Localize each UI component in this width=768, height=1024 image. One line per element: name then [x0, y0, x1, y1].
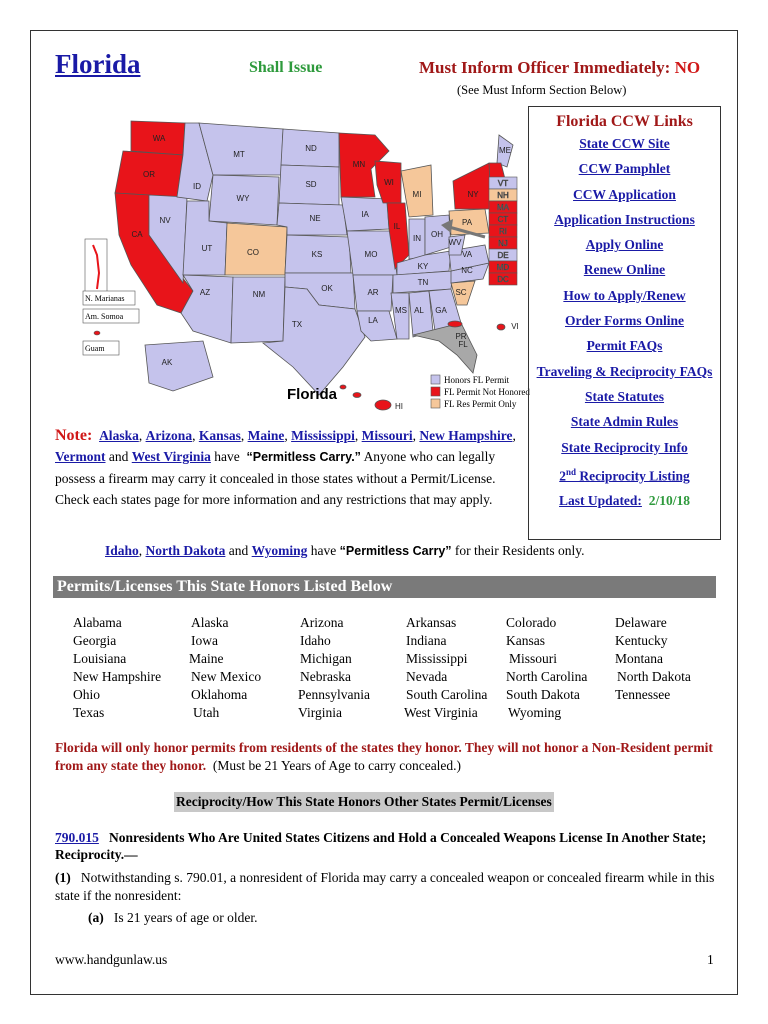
- svg-text:AL: AL: [414, 306, 424, 315]
- table-row: Georgia Iowa Idaho Indiana Kansas Kentucky: [73, 633, 668, 648]
- resident-state-link[interactable]: Wyoming: [251, 543, 308, 558]
- map-territory-pr: [448, 321, 462, 327]
- territory-am-somoa: Am. Somoa: [85, 312, 124, 321]
- svg-text:KS: KS: [311, 250, 323, 259]
- map-state-mt: [199, 123, 283, 175]
- link-ccw-application[interactable]: CCW Application: [573, 186, 676, 202]
- note-body: Anyone who can legally possess a firearm may carry it concealed in those states without a Permit/License. Check each states page for more information and any restrictions that may apply.: [55, 449, 496, 507]
- footer-site: www.handgunlaw.us: [55, 952, 168, 967]
- see-inform-note: (See Must Inform Section Below): [457, 83, 627, 97]
- svg-text:WA: WA: [152, 134, 166, 143]
- svg-text:PA: PA: [461, 218, 473, 227]
- statute-paragraph-a: (a) Is 21 years of age or older.: [88, 910, 258, 925]
- statute-number-link[interactable]: 790.015: [55, 830, 99, 845]
- link-apply-online[interactable]: Apply Online: [585, 237, 664, 253]
- map-state-ak: [145, 341, 213, 391]
- link-state-reciprocity-info[interactable]: State Reciprocity Info: [561, 439, 688, 455]
- link-traveling-reciprocity-faqs[interactable]: Traveling & Reciprocity FAQs: [536, 363, 713, 379]
- note-state-link[interactable]: Mississippi: [291, 428, 355, 443]
- table-row: New Hampshire New Mexico Nebraska Nevada North Carolina North Dakota: [73, 669, 691, 684]
- territory-n-marianas: N. Marianas: [85, 294, 125, 303]
- note-state-link[interactable]: Maine: [247, 428, 285, 443]
- svg-text:UT: UT: [201, 244, 213, 253]
- svg-text:WY: WY: [236, 194, 250, 203]
- map-home-state-label: Florida: [287, 386, 338, 403]
- svg-text:VI: VI: [511, 322, 519, 331]
- note-state-link[interactable]: Arizona: [145, 428, 193, 443]
- link-state-admin-rules[interactable]: State Admin Rules: [570, 414, 679, 430]
- legend-not-honored: FL Permit Not Honored: [444, 387, 530, 397]
- link-second-reciprocity-listing[interactable]: 2nd Reciprocity Listing: [559, 466, 690, 484]
- must-inform-value: NO: [674, 58, 701, 77]
- link-ccw-pamphlet[interactable]: CCW Pamphlet: [578, 161, 671, 177]
- svg-text:MT: MT: [233, 150, 245, 159]
- svg-text:MO: MO: [364, 250, 378, 259]
- svg-text:IN: IN: [413, 234, 421, 243]
- svg-text:TN: TN: [417, 278, 429, 287]
- map-label-dc: DC: [497, 275, 509, 284]
- page-number: 1: [707, 952, 714, 967]
- link-how-to-apply[interactable]: How to Apply/Renew: [563, 287, 686, 303]
- last-updated-date: 2/10/18: [648, 492, 690, 508]
- svg-text:NY: NY: [467, 190, 479, 199]
- ccw-links-title: Florida CCW Links: [556, 113, 693, 130]
- table-row: Louisiana Maine Michigan Mississippi Missouri Montana: [73, 651, 663, 666]
- svg-text:GA: GA: [435, 306, 447, 315]
- resident-permitless-line: Idaho, North Dakota and Wyoming have “Permitless Carry” for their Residents only.: [105, 543, 585, 558]
- last-updated-label[interactable]: Last Updated:: [559, 492, 642, 508]
- svg-text:CA: CA: [131, 230, 143, 239]
- map-state-hi: [375, 400, 391, 410]
- honor-residents-note: Florida will only honor permits from residents of the states they honor. They will not honor a Non-Resident permit from any state they honor. (Must be 21 Years of Age to carry concealed.): [55, 740, 713, 773]
- svg-text:TX: TX: [291, 320, 303, 329]
- page-title[interactable]: Florida: [55, 49, 141, 79]
- link-state-ccw-site[interactable]: State CCW Site: [579, 136, 670, 151]
- shall-issue-label: Shall Issue: [249, 59, 323, 76]
- link-order-forms[interactable]: Order Forms Online: [565, 313, 684, 329]
- legend-res-only: FL Res Permit Only: [444, 399, 517, 409]
- map-label-vt: VT: [497, 179, 509, 188]
- statute-heading: 790.015 Nonresidents Who Are United States Citizens and Hold a Concealed Weapons License In Another State; Reciprocity.—: [55, 830, 707, 862]
- svg-text:OR: OR: [143, 170, 155, 179]
- ccw-links-box: [528, 106, 721, 540]
- svg-text:OH: OH: [431, 230, 443, 239]
- note-state-link[interactable]: Alaska: [99, 428, 139, 443]
- svg-text:WV: WV: [448, 238, 462, 247]
- svg-text:AK: AK: [161, 358, 173, 367]
- must-inform-label: Must Inform Officer Immediately:: [419, 58, 671, 77]
- svg-text:WI: WI: [384, 178, 394, 187]
- note-state-link[interactable]: Vermont: [55, 449, 106, 464]
- svg-text:HI: HI: [395, 402, 403, 411]
- svg-text:OK: OK: [321, 284, 333, 293]
- svg-text:MN: MN: [352, 160, 366, 169]
- svg-text:ME: ME: [499, 146, 511, 155]
- map-label-ma: MA: [497, 203, 509, 212]
- svg-text:CO: CO: [247, 248, 259, 257]
- svg-text:LA: LA: [368, 316, 378, 325]
- us-reciprocity-map: [53, 105, 530, 411]
- svg-text:NE: NE: [309, 214, 321, 223]
- permitless-note: Note: Alaska, Arizona, Kansas, Maine, Mississippi, Missouri, New Hampshire, Vermont and West Virginia have “Permitless Carry.” Anyone who can legally possess a firearm may carry it concealed in those states without a Permit/License. Check each states page for more information and any restrictions that may apply.: [55, 427, 520, 507]
- honored-states-table: [73, 615, 713, 723]
- note-label: Note:: [55, 427, 93, 444]
- svg-text:FL: FL: [458, 340, 468, 349]
- map-label-de: DE: [497, 251, 509, 260]
- honors-banner: Permits/Licenses This State Honors Listed Below: [53, 576, 716, 598]
- note-state-link[interactable]: West Virginia: [131, 449, 211, 464]
- reciprocity-section-header: Reciprocity/How This State Honors Other States Permit/Licenses: [174, 792, 554, 812]
- svg-text:ID: ID: [193, 182, 201, 191]
- note-state-link[interactable]: Kansas: [198, 428, 241, 443]
- permitless-carry-term: “Permitless Carry.”: [246, 450, 361, 464]
- svg-text:NV: NV: [159, 216, 171, 225]
- svg-text:SD: SD: [305, 180, 317, 189]
- svg-text:MS: MS: [395, 306, 407, 315]
- svg-text:IA: IA: [361, 210, 369, 219]
- link-state-statutes[interactable]: State Statutes: [584, 388, 665, 404]
- svg-text:SC: SC: [455, 288, 467, 297]
- must-inform-line: [419, 58, 700, 78]
- svg-text:NM: NM: [252, 290, 266, 299]
- svg-text:AR: AR: [367, 288, 379, 297]
- map-label-ct: CT: [497, 215, 509, 224]
- map-label-nj: NJ: [498, 239, 508, 248]
- territory-guam: Guam: [85, 344, 105, 353]
- statute-paragraph-1: (1) Notwithstanding s. 790.01, a nonresident of Florida may carry a concealed weapon or concealed firearm while in this state if the nonresident:: [55, 870, 715, 903]
- svg-text:AZ: AZ: [199, 288, 211, 297]
- svg-text:ND: ND: [305, 144, 317, 153]
- last-updated: [529, 493, 720, 509]
- resident-state-link[interactable]: Idaho: [105, 543, 139, 558]
- svg-text:KY: KY: [417, 262, 429, 271]
- svg-text:VA: VA: [461, 250, 473, 259]
- map-territory-vi: [497, 324, 505, 330]
- map-state-nm: [231, 277, 285, 343]
- table-row: Alabama Alaska Arizona Arkansas Colorado Delaware: [73, 615, 667, 630]
- link-renew-online[interactable]: Renew Online: [583, 262, 666, 278]
- map-label-md: MD: [496, 263, 510, 272]
- table-row: Ohio Oklahoma Pennsylvania South Carolina South Dakota Tennessee: [73, 687, 671, 702]
- svg-text:MI: MI: [412, 190, 422, 199]
- resident-state-link[interactable]: North Dakota: [145, 543, 226, 558]
- legend-honors: Honors FL Permit: [444, 375, 510, 385]
- link-permit-faqs[interactable]: Permit FAQs: [586, 338, 663, 354]
- note-state-link[interactable]: New Hampshire: [419, 428, 513, 443]
- note-state-link[interactable]: Missouri: [361, 428, 413, 443]
- map-label-nh: NH: [497, 191, 509, 200]
- link-application-instructions[interactable]: Application Instructions: [554, 211, 695, 227]
- document-page: [30, 30, 738, 995]
- map-label-ri: RI: [499, 227, 507, 236]
- svg-text:PR: PR: [455, 332, 467, 341]
- svg-text:IL: IL: [393, 222, 401, 231]
- svg-text:NC: NC: [461, 266, 473, 275]
- table-row: Texas Utah Virginia West Virginia Wyoming: [73, 705, 562, 720]
